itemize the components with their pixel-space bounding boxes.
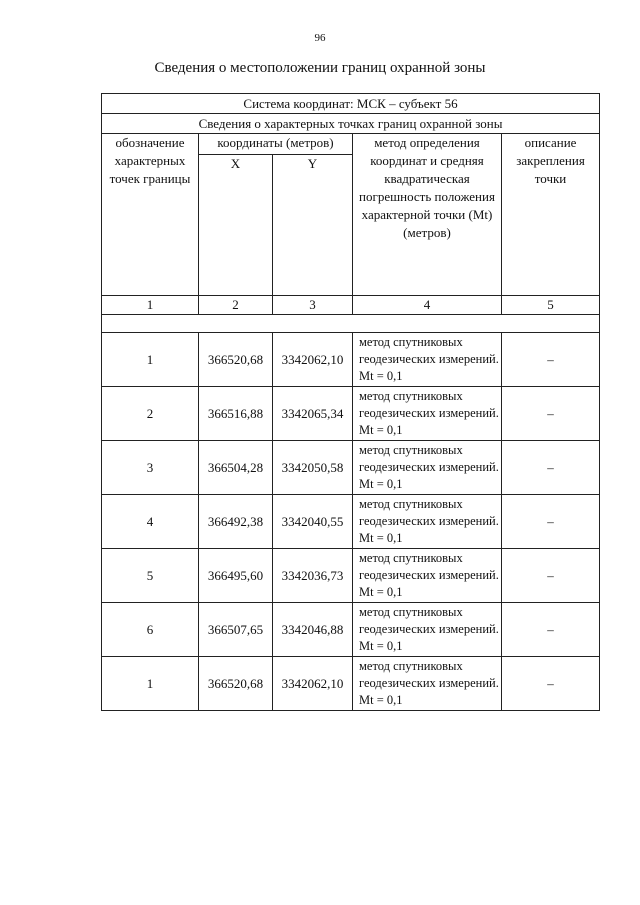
- column-number: 5: [502, 296, 600, 315]
- boundary-points-table: [101, 93, 600, 711]
- empty-row: [102, 315, 600, 333]
- header-method: метод определения координат и средняя квадратическая погрешность положения характерной точки (Mt) (метров): [353, 134, 502, 296]
- x-cell: 366520,68: [199, 333, 273, 387]
- method-cell: метод спутниковых геодезических измерений. Mt = 0,1: [353, 333, 502, 387]
- y-cell: 3342062,10: [273, 657, 353, 711]
- description-cell: –: [502, 441, 600, 495]
- point-cell: 1: [102, 657, 199, 711]
- header-y-space: [273, 173, 353, 296]
- y-cell: 3342065,34: [273, 387, 353, 441]
- column-number: 3: [273, 296, 353, 315]
- x-cell: 366492,38: [199, 495, 273, 549]
- method-cell: метод спутниковых геодезических измерений. Mt = 0,1: [353, 549, 502, 603]
- document-title: Сведения о местоположении границ охранной зоны: [154, 60, 486, 76]
- header-coordinates: координаты (метров): [199, 134, 353, 155]
- description-cell: –: [502, 387, 600, 441]
- point-cell: 2: [102, 387, 199, 441]
- table-row: [102, 387, 600, 441]
- point-cell: 5: [102, 549, 199, 603]
- section-header: Сведения о характерных точках границ охранной зоны: [102, 114, 600, 134]
- header-point-designation: обозначение характерных точек границы: [102, 134, 199, 296]
- header-x-space: [199, 173, 273, 296]
- y-cell: 3342050,58: [273, 441, 353, 495]
- header-description: описание закрепления точки: [502, 134, 600, 296]
- method-cell: метод спутниковых геодезических измерений. Mt = 0,1: [353, 657, 502, 711]
- column-number: 1: [102, 296, 199, 315]
- method-cell: метод спутниковых геодезических измерений. Mt = 0,1: [353, 495, 502, 549]
- method-cell: метод спутниковых геодезических измерений. Mt = 0,1: [353, 441, 502, 495]
- description-cell: –: [502, 495, 600, 549]
- x-cell: 366507,65: [199, 603, 273, 657]
- page-number: 96: [314, 32, 326, 44]
- description-cell: –: [502, 333, 600, 387]
- header-y: Y: [273, 155, 353, 174]
- table-row: [102, 657, 600, 711]
- point-cell: 4: [102, 495, 199, 549]
- column-number-row: [102, 296, 600, 315]
- x-cell: 366504,28: [199, 441, 273, 495]
- table-row: [102, 603, 600, 657]
- description-cell: –: [502, 657, 600, 711]
- point-cell: 3: [102, 441, 199, 495]
- column-number: 4: [353, 296, 502, 315]
- y-cell: 3342036,73: [273, 549, 353, 603]
- description-cell: –: [502, 549, 600, 603]
- column-number: 2: [199, 296, 273, 315]
- point-cell: 6: [102, 603, 199, 657]
- x-cell: 366516,88: [199, 387, 273, 441]
- method-cell: метод спутниковых геодезических измерений. Mt = 0,1: [353, 603, 502, 657]
- y-cell: 3342046,88: [273, 603, 353, 657]
- coordinate-system-header: Система координат: МСК – субъект 56: [102, 94, 600, 114]
- header-x: X: [199, 155, 273, 174]
- empty-cell: [102, 315, 600, 333]
- table-row: [102, 495, 600, 549]
- x-cell: 366495,60: [199, 549, 273, 603]
- table-row: [102, 549, 600, 603]
- table-row: [102, 441, 600, 495]
- x-cell: 366520,68: [199, 657, 273, 711]
- method-cell: метод спутниковых геодезических измерений. Mt = 0,1: [353, 387, 502, 441]
- table-row: [102, 333, 600, 387]
- point-cell: 1: [102, 333, 199, 387]
- description-cell: –: [502, 603, 600, 657]
- y-cell: 3342040,55: [273, 495, 353, 549]
- y-cell: 3342062,10: [273, 333, 353, 387]
